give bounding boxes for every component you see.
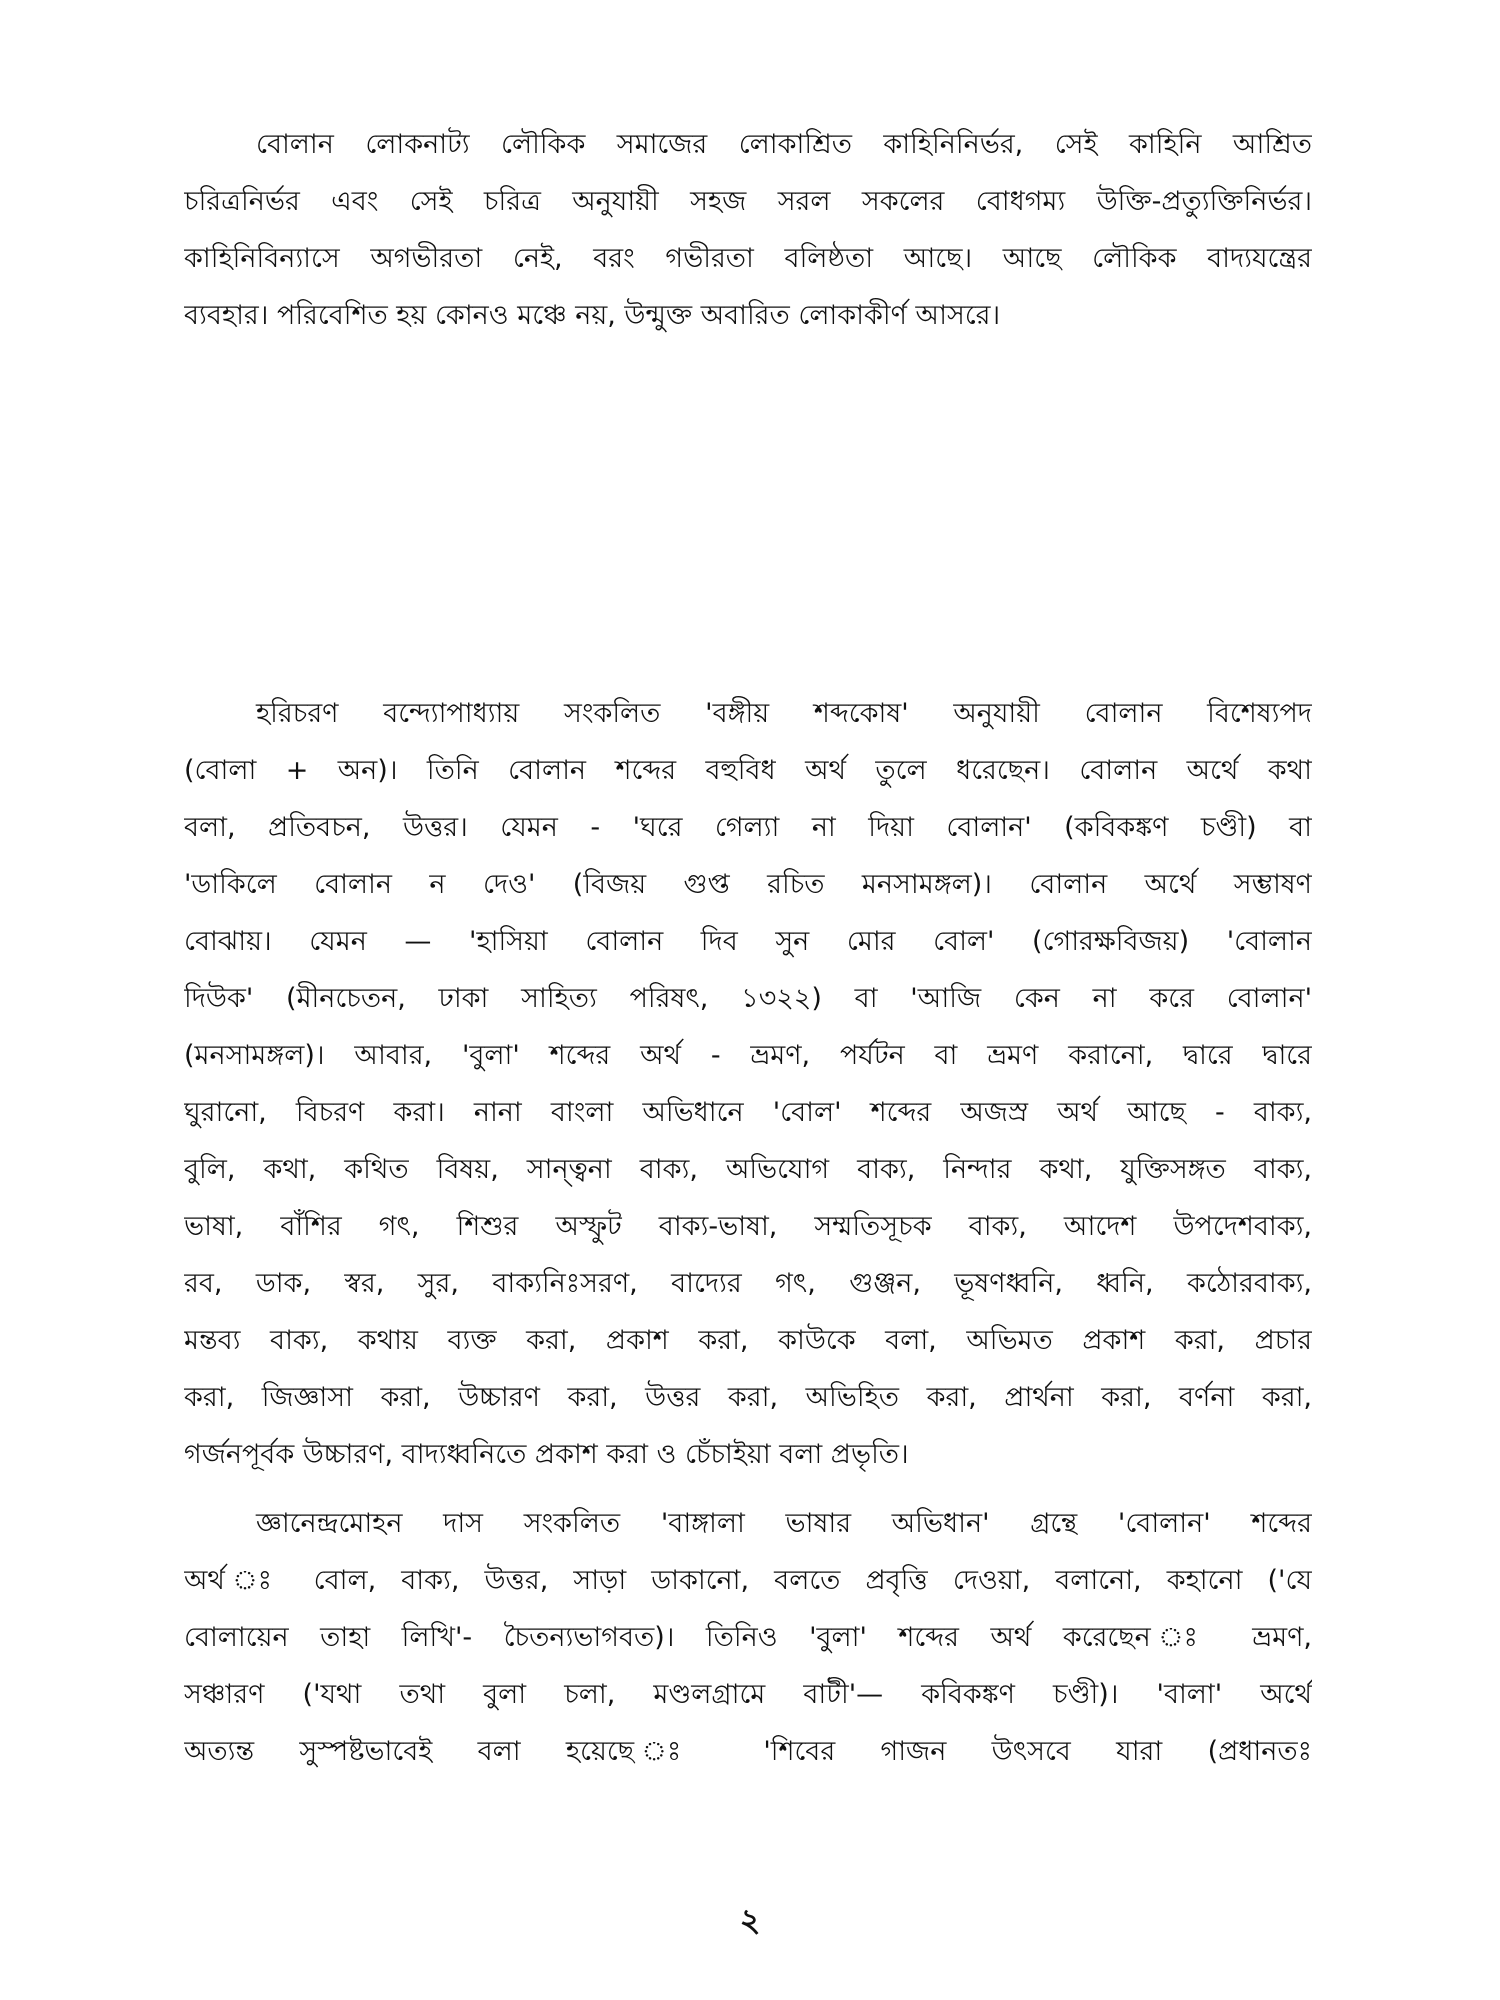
text-line: করা, জিজ্ঞাসা করা, উচ্চারণ করা, উত্তর করা, অভিহিত করা, প্রার্থনা করা, বর্ণনা করা, — [184, 1382, 1312, 1413]
text-line: বোলান লোকনাট্য লৌকিক সমাজের লোকাশ্রিত কাহিনিনির্ভর, সেই কাহিনি আশ্রিত — [256, 129, 1312, 160]
text-line: কাহিনিবিন্যাসে অগভীরতা নেই, বরং গভীরতা বলিষ্ঠতা আছে। আছে লৌকিক বাদ্যযন্ত্রের — [184, 243, 1312, 274]
text-line: (বোলা + অন)। তিনি বোলান শব্দের বহুবিধ অর্থ তুলে ধরেছেন। বোলান অর্থে কথা — [184, 755, 1312, 786]
text-line: অর্থ ঃ বোল, বাক্য, উত্তর, সাড়া ডাকানো, বলতে প্রবৃত্তি দেওয়া, বলানো, কহানো ('যে — [184, 1565, 1312, 1596]
text-line: সঞ্চারণ ('যথা তথা বুলা চলা, মণ্ডলগ্রামে বাটী'— কবিকঙ্কণ চণ্ডী)। 'বালা' অর্থে — [184, 1679, 1312, 1710]
text-line: বলা, প্রতিবচন, উত্তর। যেমন - 'ঘরে গেল্যা না দিয়া বোলান' (কবিকঙ্কণ চণ্ডী) বা — [184, 812, 1312, 843]
text-line: হরিচরণ বন্দ্যোপাধ্যায় সংকলিত 'বঙ্গীয় শব্দকোষ' অনুযায়ী বোলান বিশেষ্যপদ — [256, 698, 1312, 729]
text-line: ভাষা, বাঁশির গৎ, শিশুর অস্ফুট বাক্য-ভাষা, সম্মতিসূচক বাক্য, আদেশ উপদেশবাক্য, — [184, 1211, 1312, 1242]
text-line: চরিত্রনির্ভর এবং সেই চরিত্র অনুযায়ী সহজ সরল সকলের বোধগম্য উক্তি-প্রত্যুক্তিনির্ভর। — [184, 186, 1312, 217]
text-line: মন্তব্য বাক্য, কথায় ব্যক্ত করা, প্রকাশ করা, কাউকে বলা, অভিমত প্রকাশ করা, প্রচার — [184, 1325, 1312, 1356]
text-line: গর্জনপূর্বক উচ্চারণ, বাদ্যধ্বনিতে প্রকাশ করা ও চেঁচাইয়া বলা প্রভৃতি। — [184, 1439, 909, 1470]
page-number: ২ — [739, 1901, 761, 1939]
text-line: বোঝায়। যেমন — 'হাসিয়া বোলান দিব সুন মোর বোল' (গোরক্ষবিজয়) 'বোলান — [184, 926, 1312, 957]
text-line: ব্যবহার। পরিবেশিত হয় কোনও মঞ্চে নয়, উন্মুক্ত অবারিত লোকাকীর্ণ আসরে। — [184, 300, 1001, 331]
text-line: অত্যন্ত সুস্পষ্টভাবেই বলা হয়েছে ঃ 'শিবের গাজন উৎসবে যারা (প্রধানতঃ — [184, 1736, 1312, 1767]
paragraph-bolan-folk-drama — [184, 116, 1312, 344]
text-line: বুলি, কথা, কথিত বিষয়, সান্ত্বনা বাক্য, অভিযোগ বাক্য, নিন্দার কথা, যুক্তিসঙ্গত বাক্য, — [184, 1154, 1312, 1185]
text-line: 'ডাকিলে বোলান ন দেও' (বিজয় গুপ্ত রচিত মনসামঙ্গল)। বোলান অর্থে সম্ভাষণ — [184, 869, 1312, 900]
text-line: বোলায়েন তাহা লিখি'- চৈতন্যভাগবত)। তিনিও 'বুলা' শব্দের অর্থ করেছেন ঃ ভ্রমণ, — [184, 1622, 1312, 1653]
paragraph-bangiya-shabdakosh — [184, 685, 1312, 1483]
text-line: দিউক' (মীনচেতন, ঢাকা সাহিত্য পরিষৎ, ১৩২২) বা 'আজি কেন না করে বোলান' — [184, 983, 1312, 1014]
text-line: রব, ডাক, স্বর, সুর, বাক্যনিঃসরণ, বাদ্যের গৎ, গুঞ্জন, ভূষণধ্বনি, ধ্বনি, কঠোরবাক্য, — [184, 1268, 1312, 1299]
text-line: (মনসামঙ্গল)। আবার, 'বুলা' শব্দের অর্থ - ভ্রমণ, পর্যটন বা ভ্রমণ করানো, দ্বারে দ্বারে — [184, 1040, 1312, 1071]
text-line: ঘুরানো, বিচরণ করা। নানা বাংলা অভিধানে 'বোল' শব্দের অজস্র অর্থ আছে - বাক্য, — [184, 1097, 1312, 1128]
paragraph-bangala-bhashar-abhidhan — [184, 1495, 1312, 1780]
text-line: জ্ঞানেন্দ্রমোহন দাস সংকলিত 'বাঙ্গালা ভাষার অভিধান' গ্রন্থে 'বোলান' শব্দের — [256, 1508, 1312, 1539]
